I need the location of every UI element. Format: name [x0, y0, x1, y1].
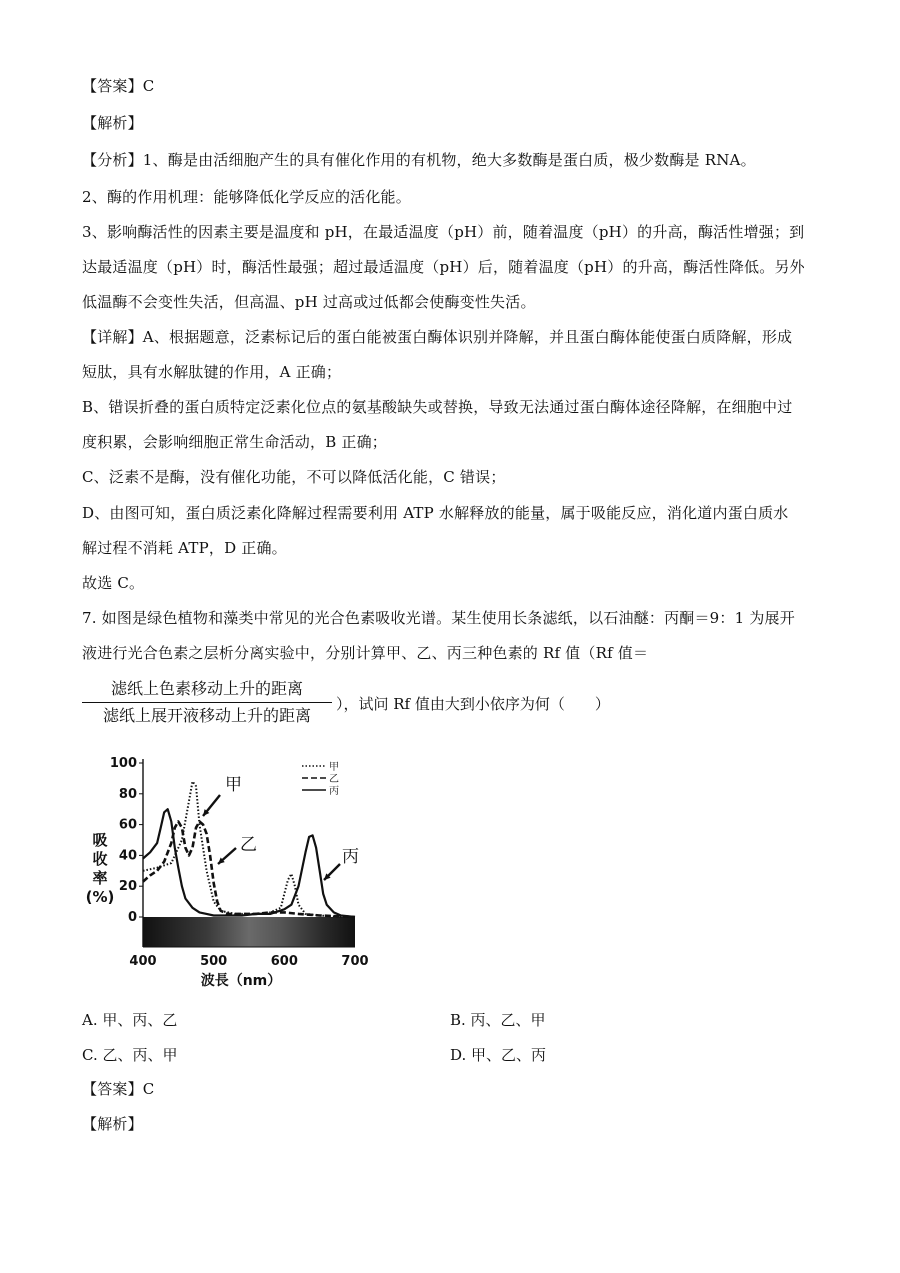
detail-b-line-2: 度积累，会影响细胞正常生命活动，B 正确；	[82, 433, 387, 451]
analysis-point-3-line-3: 低温酶不会变性失活，但高温、pH 过高或过低都会使酶变性失活。	[82, 293, 536, 311]
y-tick-label: 0	[127, 910, 137, 925]
analysis-point-3-line-2: 达最适温度（pH）时，酶活性最强；超过最适温度（pH）后，随着温度（pH）的升高，酶活性降低。另外	[82, 258, 805, 276]
analysis-point-2: 2、酶的作用机理：能够降低化学反应的活化能。	[82, 188, 411, 206]
y-tick-label: 40	[118, 848, 137, 864]
y-tick-label: 60	[118, 817, 137, 833]
detail-a-line-1: 【详解】A、根据题意，泛素标记后的蛋白能被蛋白酶体识别并降解，并且蛋白酶体能使蛋白质降解，形成	[82, 328, 793, 346]
y-axis-label: 率	[92, 869, 108, 887]
x-tick-label: 400	[129, 954, 157, 969]
rf-fraction	[82, 678, 332, 727]
legend-label: 丙	[329, 786, 339, 797]
fraction-denominator: 滤纸上展开液移动上升的距离	[102, 706, 311, 725]
x-tick-label: 500	[200, 954, 228, 969]
legend-label: 乙	[329, 774, 339, 785]
spectrum-band	[143, 917, 355, 947]
detail-c: C、泛素不是酶，没有催化功能，不可以降低活化能，C 错误；	[82, 468, 506, 486]
fraction-bar	[82, 702, 332, 703]
question-7-line-1: 7. 如图是绿色植物和藻类中常见的光合色素吸收光谱。某生使用长条滤纸，以石油醚：丙酮＝9：1 为展开	[82, 609, 795, 627]
conclusion: 故选 C。	[82, 574, 145, 592]
fraction-numerator: 滤纸上色素移动上升的距离	[110, 679, 303, 698]
option-d[interactable]: D. 甲、乙、丙	[450, 1046, 547, 1064]
question-7-line-2: 液进行光合色素之层析分离实验中，分别计算甲、乙、丙三种色素的 Rf 值（Rf 值＝	[82, 644, 649, 662]
detail-b-line-1: B、错误折叠的蛋白质特定泛素化位点的氨基酸缺失或替换，导致无法通过蛋白酶体途径降解，在细胞中过	[82, 398, 793, 416]
answer-label: 【答案】C	[82, 77, 155, 95]
analysis-point-1: 【分析】1、酶是由活细胞产生的具有催化作用的有机物，绝大多数酶是蛋白质，极少数酶是 RNA。	[82, 151, 756, 169]
x-tick-label: 700	[341, 954, 369, 969]
detail-d-line-1: D、由图可知，蛋白质泛素化降解过程需要利用 ATP 水解释放的能量，属于吸能反应，消化道内蛋白质水	[82, 504, 789, 522]
x-tick-label: 600	[270, 954, 298, 969]
y-axis-label: (%)	[85, 888, 115, 906]
detail-a-line-2: 短肽，具有水解肽键的作用，A 正确；	[82, 363, 342, 381]
legend-label: 甲	[329, 762, 339, 773]
annotation-label: 甲	[225, 775, 242, 795]
absorption-spectrum-chart	[80, 750, 380, 1000]
option-b[interactable]: B. 丙、乙、甲	[450, 1011, 546, 1029]
y-tick-label: 80	[118, 786, 137, 802]
option-a[interactable]: A. 甲、丙、乙	[82, 1011, 178, 1029]
x-axis-label: 波長（nm）	[200, 973, 282, 989]
y-tick-label: 20	[118, 879, 137, 895]
option-c[interactable]: C. 乙、丙、甲	[82, 1046, 178, 1064]
answer-label-2: 【答案】C	[82, 1080, 155, 1098]
y-axis-label: 吸	[92, 831, 108, 849]
annotation-label: 丙	[342, 847, 359, 867]
question-7-prompt: ），试问 Rf 值由大到小依序为何（ ）	[336, 695, 610, 713]
analysis-point-3-line-1: 3、影响酶活性的因素主要是温度和 pH，在最适温度（pH）前，随着温度（pH）的升高，酶活性增强；到	[82, 223, 805, 241]
detail-d-line-2: 解过程不消耗 ATP，D 正确。	[82, 539, 287, 557]
analysis-label: 【解析】	[82, 114, 143, 132]
y-axis-label: 收	[92, 850, 108, 868]
analysis-label-2: 【解析】	[82, 1115, 143, 1133]
y-tick-label: 100	[109, 756, 137, 771]
annotation-label: 乙	[240, 835, 257, 855]
